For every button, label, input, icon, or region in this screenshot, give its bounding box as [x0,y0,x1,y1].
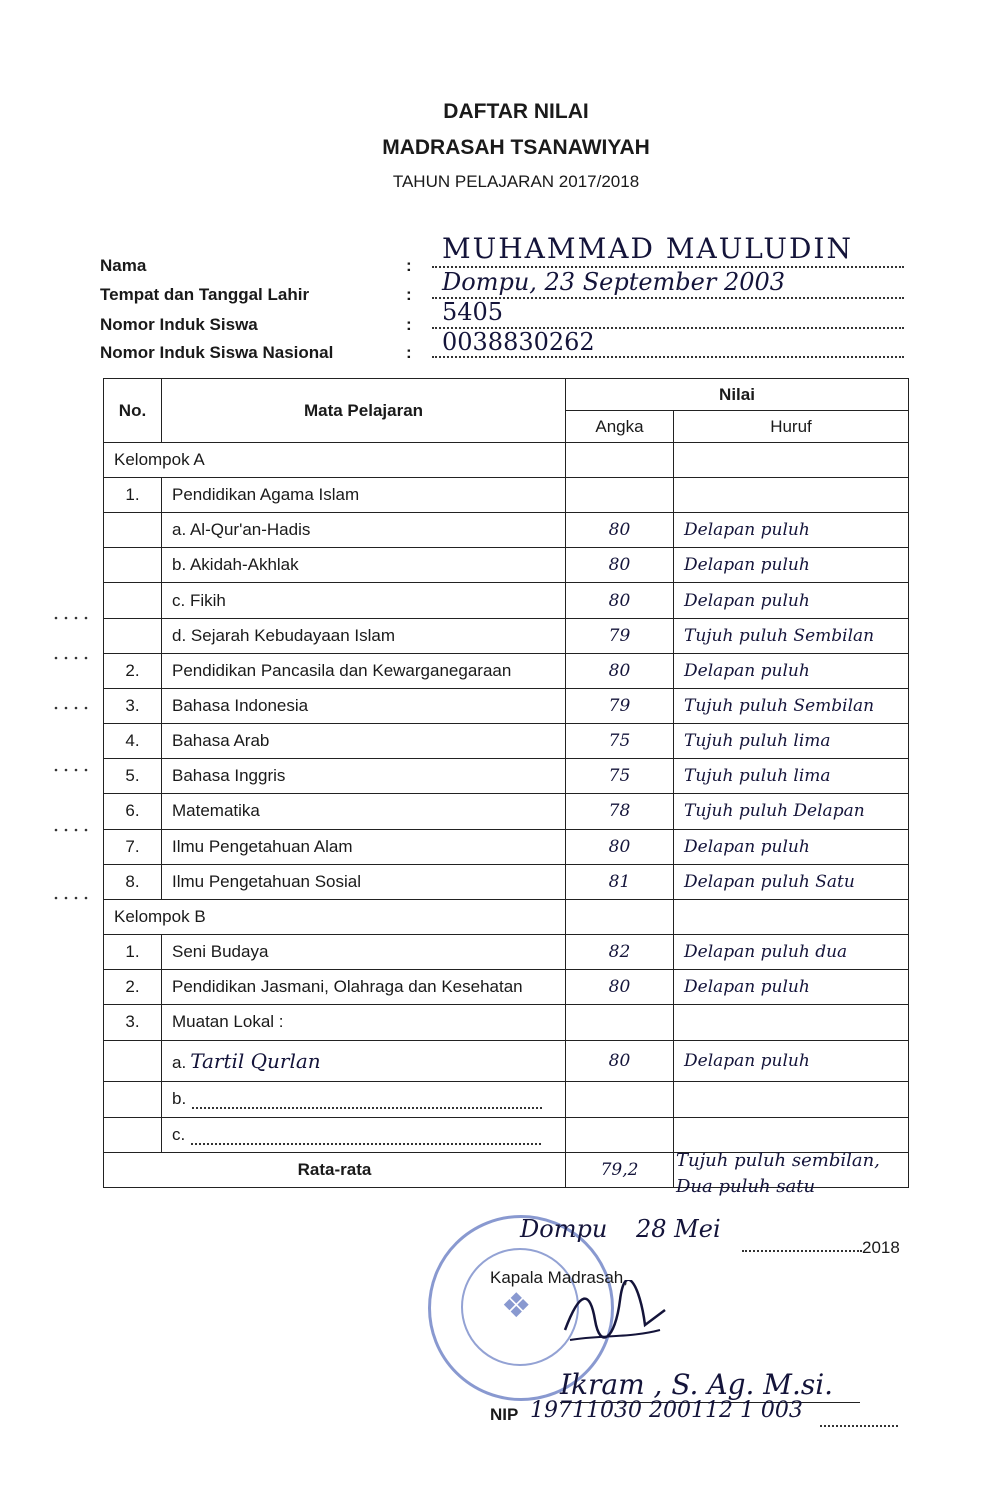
nis-value: 5405 [442,298,504,326]
signature-place: Dompu [520,1215,608,1243]
table-row: c. Fikih 80 Delapan puluh [104,583,909,618]
handwritten-signature [560,1280,670,1350]
signature-year: 2018 [862,1238,900,1257]
signer-role: Kapala Madrasah, [490,1268,628,1287]
col-subject-header: Mata Pelajaran [162,379,566,443]
margin-dots [50,610,96,906]
average-words-line2: Dua puluh satu [676,1176,816,1197]
table-row: a. Al-Qur'an-Hadis 80 Delapan puluh [104,513,909,548]
table-row: c. [104,1117,909,1152]
colon: : [406,256,412,275]
table-row: 2. Pendidikan Pancasila dan Kewarganegaraan 80 Delapan puluh [104,653,909,688]
birth-label: Tempat dan Tanggal Lahir [100,285,310,304]
birth-value: Dompu, 23 September 2003 [442,268,786,296]
table-row: d. Sejarah Kebudayaan Islam 79 Tujuh puluh Sembilan [104,618,909,653]
colon: : [406,315,412,334]
colon: : [406,285,412,304]
table-row: 1. Pendidikan Agama Islam [104,478,909,513]
table-row: 4. Bahasa Arab 75 Tujuh puluh lima [104,724,909,759]
nisn-line [432,355,904,358]
signature-date: 28 Mei [636,1215,721,1243]
name-value: MUHAMMAD MAULUDIN [442,232,853,265]
table-row: 6. Matematika 78 Tujuh puluh Delapan [104,794,909,829]
school-name: MADRASAH TSANAWIYAH [382,136,650,159]
nisn-label: Nomor Induk Siswa Nasional [100,343,334,362]
nip-label: NIP [490,1405,519,1424]
table-row: 2. Pendidikan Jasmani, Olahraga dan Kesehatan 80 Delapan puluh [104,970,909,1005]
date-dots [742,1250,862,1252]
nip-dots [820,1425,898,1427]
table-row: a. Tartil Qurlan 80 Delapan puluh [104,1040,909,1082]
academic-year: TAHUN PELAJARAN 2017/2018 [392,172,640,191]
average-row: Rata-rata 79,2 [104,1152,909,1187]
emblem-icon: ❖ [501,1287,532,1325]
col-angka-header: Angka [566,411,674,443]
document-title: DAFTAR NILAI [443,100,589,123]
table-row: 5. Bahasa Inggris 75 Tujuh puluh lima [104,759,909,794]
group-a-label: Kelompok A [104,443,566,478]
table-row: b. Akidah-Akhlak 80 Delapan puluh [104,548,909,583]
group-b-label: Kelompok B [104,899,566,934]
table-row: 7. Ilmu Pengetahuan Alam 80 Delapan puluh [104,829,909,864]
nis-label: Nomor Induk Siswa [100,315,258,334]
col-no-header: No. [104,379,162,443]
table-row: 3. Bahasa Indonesia 79 Tujuh puluh Sembilan [104,688,909,723]
col-huruf-header: Huruf [674,411,909,443]
colon: : [406,343,412,362]
average-words-line1: Tujuh puluh sembilan, [676,1150,880,1171]
nisn-value: 0038830262 [442,328,595,356]
table-row: 1. Seni Budaya 82 Delapan puluh dua [104,935,909,970]
table-row: b. [104,1082,909,1117]
signer-name: Ikram , S. Ag. M.si. [560,1368,834,1401]
name-label: Nama [100,256,147,275]
nip-value: 19711030 200112 1 003 [530,1398,803,1423]
table-row: 3. Muatan Lokal : [104,1005,909,1040]
grades-table [103,378,909,1188]
col-nilai-header: Nilai [566,379,909,411]
table-row: 8. Ilmu Pengetahuan Sosial 81 Delapan puluh Satu [104,864,909,899]
